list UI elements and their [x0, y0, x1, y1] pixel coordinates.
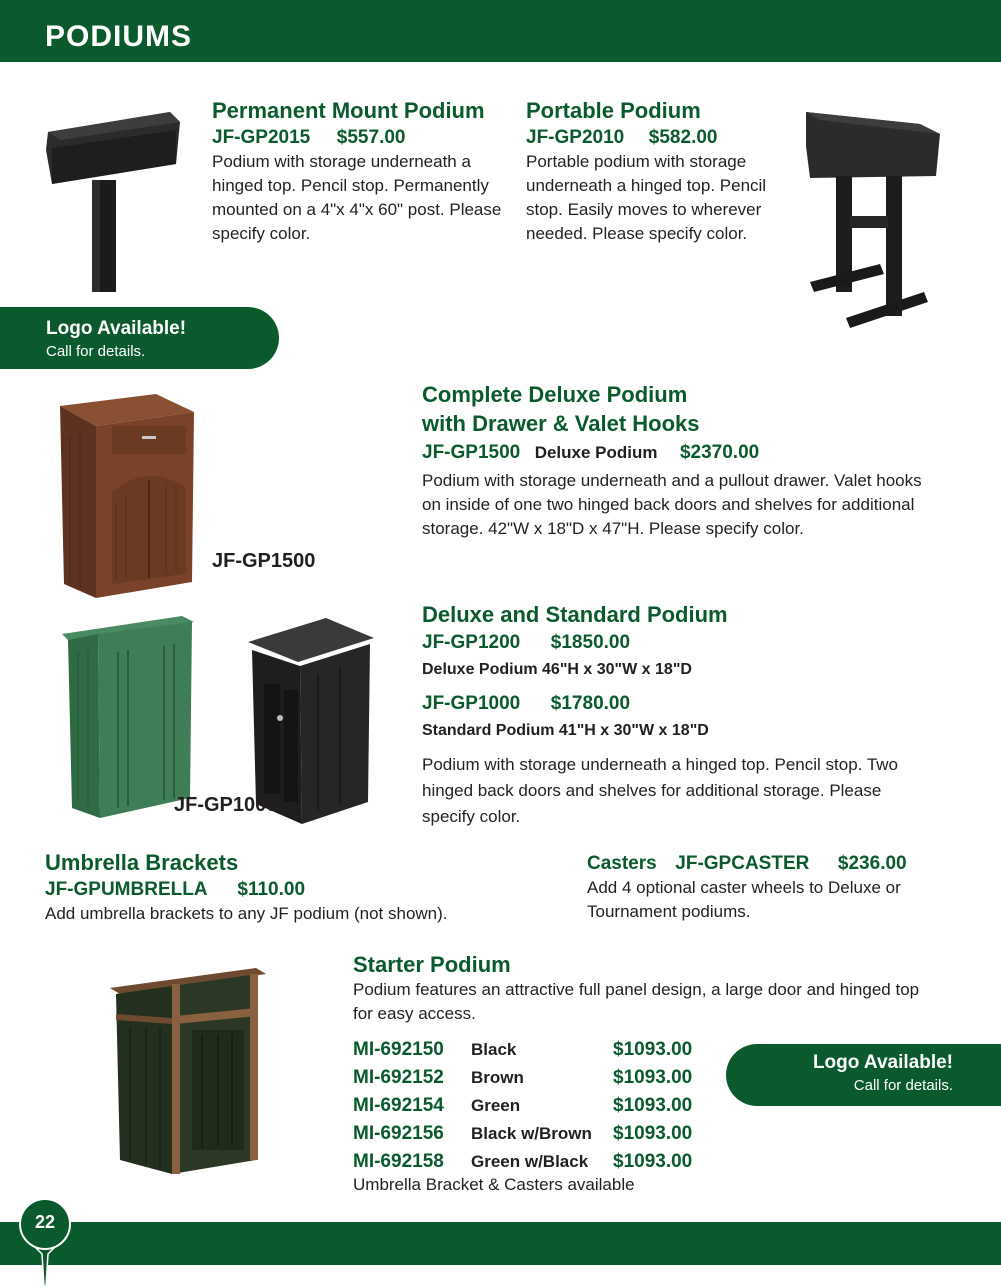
page-title: PODIUMS [45, 20, 193, 53]
starter-row-color: Green w/Black [471, 1152, 589, 1171]
starter-row-color: Green [471, 1096, 521, 1115]
footer-bar [0, 1222, 1001, 1265]
casters-title-line [587, 851, 907, 876]
deluxe-spec: Deluxe Podium 46"H x 30"W x 18"D [422, 661, 692, 678]
starter-row-code: MI-692150 [353, 1039, 444, 1060]
starter-row-color: Black [471, 1040, 517, 1059]
starter-podium-price-list [353, 1036, 692, 1176]
starter-row-code: MI-692154 [353, 1095, 444, 1116]
list-item [353, 1120, 692, 1148]
starter-row-price: $1093.00 [613, 1039, 693, 1060]
logo-available-heading: Logo Available! [46, 318, 187, 339]
deluxe-standard-image-caption: JF-GP1000 [174, 794, 278, 816]
starter-row-price: $1093.00 [613, 1151, 693, 1172]
standard-price-line [422, 691, 630, 716]
standard-sku: JF-GP1000 [422, 693, 521, 714]
permanent-podium-image [40, 108, 188, 298]
list-item [353, 1064, 692, 1092]
umbrella-brackets-title: Umbrella Brackets [45, 850, 239, 875]
complete-deluxe-description: Podium with storage underneath and a pullout drawer. Valet hooks on inside of one two hinged back doors and shelves for additional storage. 42"W x 18"D x 47"H. Please specify color. [422, 471, 922, 538]
page-number: 22 [34, 1212, 56, 1232]
umbrella-sku: JF-GPUMBRELLA [45, 879, 207, 900]
portable-podium-price: $582.00 [648, 127, 718, 148]
starter-row-price: $1093.00 [613, 1095, 693, 1116]
portable-podium-description: Portable podium with storage underneath a hinged top. Pencil stop. Easily moves to wherever needed. Please specify color. [526, 152, 767, 243]
permanent-podium-price: $557.00 [336, 127, 406, 148]
deluxe-standard-description: Podium with storage underneath a hinged top. Pencil stop. Two hinged back doors and shelves for additional storage. Please specify color. [422, 755, 898, 826]
starter-row-code: MI-692156 [353, 1123, 444, 1144]
logo-available-subtext: Call for details. [46, 343, 146, 360]
complete-deluxe-podium-image [56, 392, 198, 604]
permanent-podium-title: Permanent Mount Podium [212, 98, 485, 123]
deluxe-standard-title: Deluxe and Standard Podium [422, 602, 728, 627]
complete-deluxe-name: Deluxe Podium [534, 443, 658, 462]
starter-podium-image [106, 964, 270, 1178]
golf-tee-icon [30, 1244, 60, 1286]
complete-deluxe-title-line2: with Drawer & Valet Hooks [422, 411, 700, 436]
deluxe-sku: JF-GP1200 [422, 632, 521, 653]
starter-row-price: $1093.00 [613, 1067, 693, 1088]
starter-row-color: Brown [471, 1068, 524, 1087]
portable-podium-sku: JF-GP2010 [526, 127, 625, 148]
deluxe-price: $1850.00 [550, 632, 631, 653]
starter-podium-title: Starter Podium [353, 952, 511, 977]
starter-row-code: MI-692152 [353, 1067, 444, 1088]
complete-deluxe-price-line [422, 440, 759, 465]
starter-row-price: $1093.00 [613, 1123, 693, 1144]
logo-available-heading: Logo Available! [812, 1052, 953, 1073]
logo-available-tab-right [726, 1044, 1001, 1106]
portable-podium-price-line [526, 125, 717, 150]
list-item [353, 1036, 692, 1064]
permanent-podium-price-line [212, 125, 405, 150]
starter-podium-description: Podium features an attractive full panel design, a large door and hinged top for easy access. [353, 980, 920, 1023]
complete-deluxe-sku: JF-GP1500 [422, 442, 521, 463]
portable-podium-title: Portable Podium [526, 98, 701, 123]
list-item [353, 1148, 692, 1176]
umbrella-price-line [45, 877, 305, 902]
portable-podium-image [800, 106, 950, 336]
list-item [353, 1092, 692, 1120]
casters-description: Add 4 optional caster wheels to Deluxe or Tournament podiums. [587, 878, 901, 921]
casters-title: Casters [587, 853, 657, 874]
starter-row-color: Black w/Brown [471, 1124, 592, 1143]
starter-row-code: MI-692158 [353, 1151, 444, 1172]
umbrella-price: $110.00 [237, 879, 306, 900]
permanent-podium-sku: JF-GP2015 [212, 127, 311, 148]
complete-deluxe-price: $2370.00 [679, 442, 760, 463]
deluxe-price-line [422, 630, 630, 655]
standard-spec: Standard Podium 41"H x 30"W x 18"D [422, 722, 709, 739]
standard-price: $1780.00 [550, 693, 631, 714]
standard-podium-green-image [58, 612, 198, 824]
permanent-podium-description: Podium with storage underneath a hinged top. Pencil stop. Permanently mounted on a 4"x 4"x 60" post. Please specify color. [212, 152, 502, 243]
logo-available-tab-left [0, 307, 279, 369]
umbrella-description: Add umbrella brackets to any JF podium (not shown). [45, 904, 448, 923]
complete-deluxe-image-caption: JF-GP1500 [212, 550, 316, 572]
logo-available-subtext: Call for details. [853, 1077, 953, 1094]
casters-price: $236.00 [837, 853, 907, 874]
starter-footnote: Umbrella Bracket & Casters available [353, 1175, 635, 1194]
complete-deluxe-title-line1: Complete Deluxe Podium [422, 382, 688, 407]
casters-sku: JF-GPCASTER [675, 853, 810, 874]
